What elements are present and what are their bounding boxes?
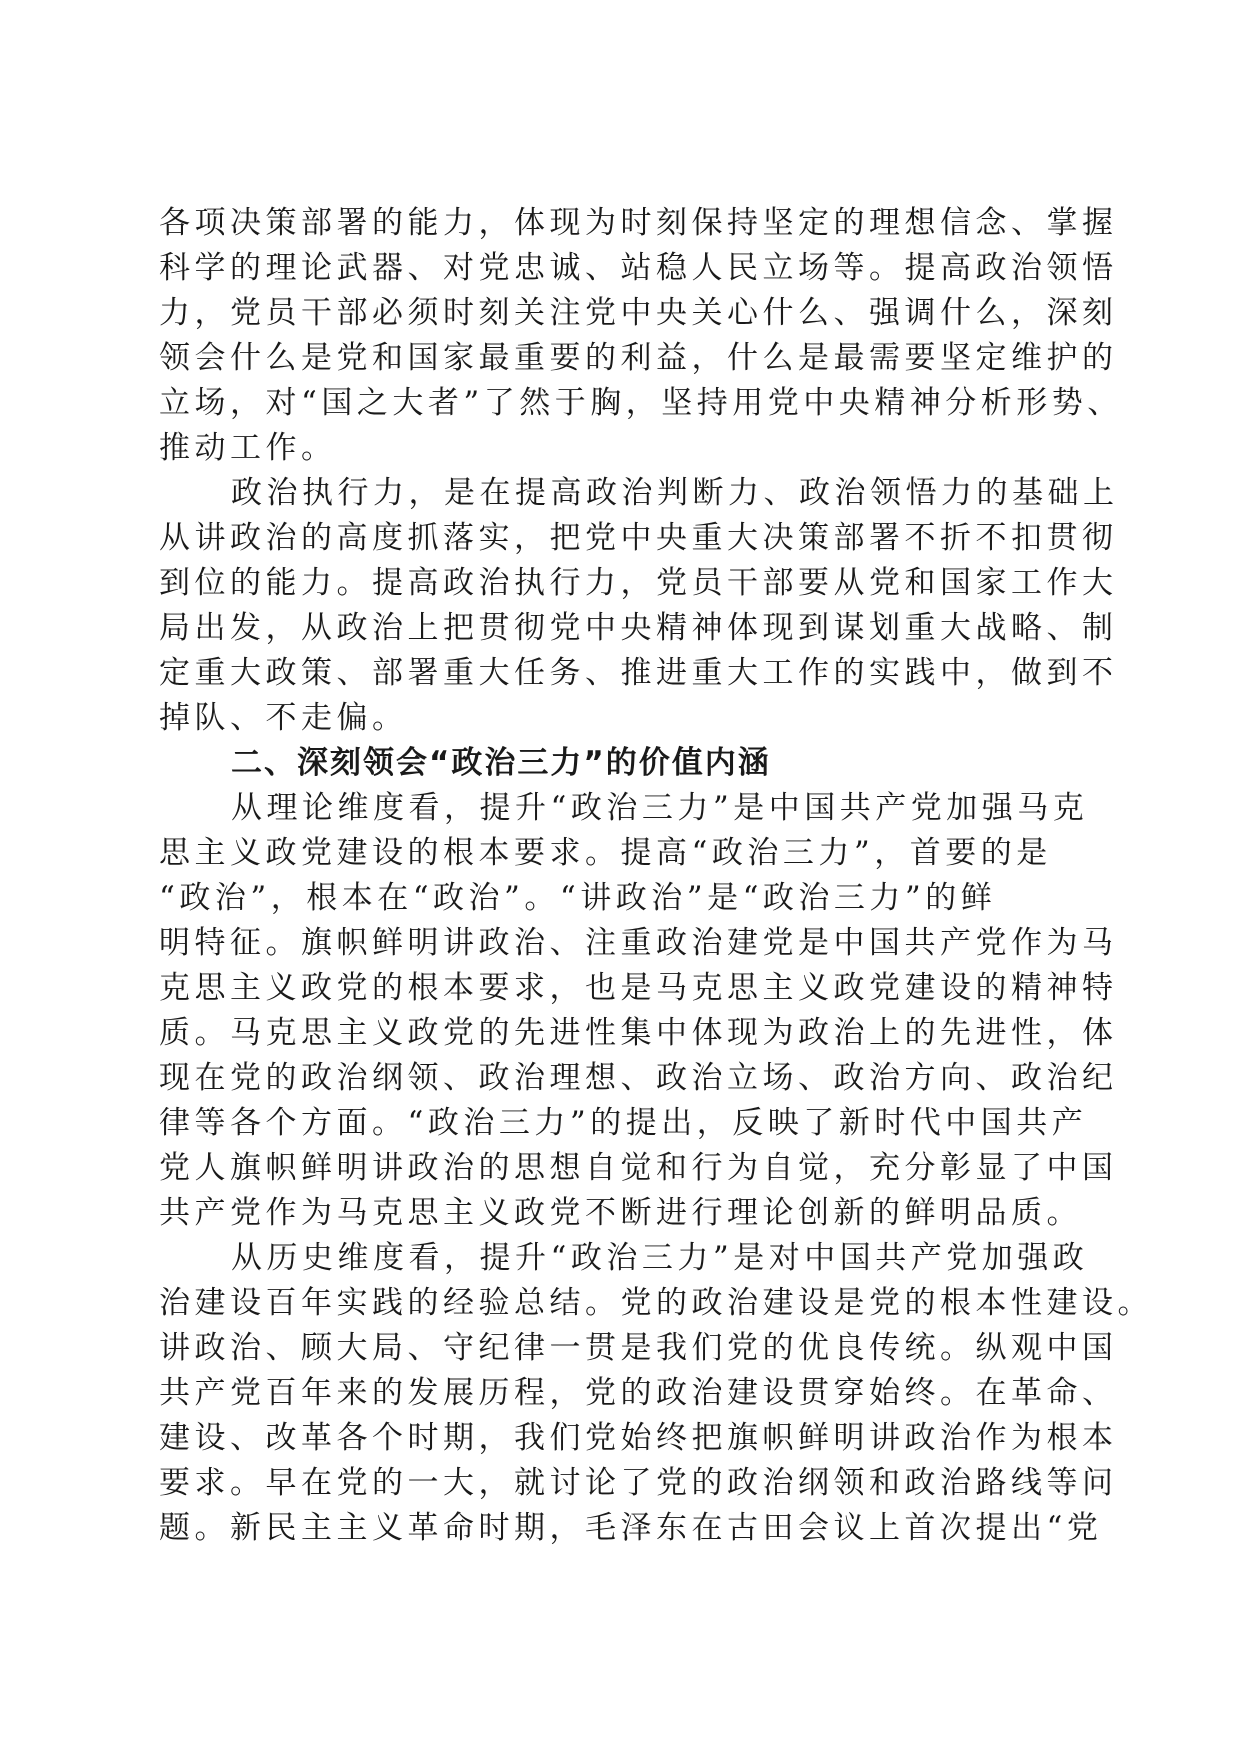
paragraph-start-line: 从历史维度看，提升“政治三力”是对中国共产党加强政 [231, 1240, 1089, 1276]
text-line: 各项决策部署的能力，体现为时刻保持坚定的理想信念、掌握 [159, 205, 1118, 241]
text-line: 质。马克思主义政党的先进性集中体现为政治上的先进性，体 [159, 1015, 1118, 1051]
text-line: 建设、改革各个时期，我们党始终把旗帜鲜明讲政治作为根本 [159, 1420, 1118, 1456]
text-line: 立场，对“国之大者”了然于胸，坚持用党中央精神分析形势、 [159, 385, 1123, 421]
text-line: 从讲政治的高度抓落实，把党中央重大决策部署不折不扣贯彻 [159, 520, 1118, 556]
paragraph-start-line: 政治执行力，是在提高政治判断力、政治领悟力的基础上 [231, 475, 1119, 511]
text-line: 共产党百年来的发展历程，党的政治建设贯穿始终。在革命、 [159, 1375, 1118, 1411]
text-line: 克思主义政党的根本要求，也是马克思主义政党建设的精神特 [159, 970, 1118, 1006]
text-line: 推动工作。 [159, 430, 337, 466]
text-line: “政治”，根本在“政治”。“讲政治”是“政治三力”的鲜 [159, 880, 997, 916]
text-line: 到位的能力。提高政治执行力，党员干部要从党和国家工作大 [159, 565, 1118, 601]
text-line: 定重大政策、部署重大任务、推进重大工作的实践中，做到不 [159, 655, 1118, 691]
text-line: 力，党员干部必须时刻关注党中央关心什么、强调什么，深刻 [159, 295, 1118, 331]
text-line: 思主义政党建设的根本要求。提高“政治三力”，首要的是 [159, 835, 1052, 871]
paragraph-start-line: 从理论维度看，提升“政治三力”是中国共产党加强马克 [231, 790, 1089, 826]
text-line: 党人旗帜鲜明讲政治的思想自觉和行为自觉，充分彰显了中国 [159, 1150, 1118, 1186]
text-line: 明特征。旗帜鲜明讲政治、注重政治建党是中国共产党作为马 [159, 925, 1118, 961]
text-line: 要求。早在党的一大，就讨论了党的政治纲领和政治路线等问 [159, 1465, 1118, 1501]
text-line: 局出发，从政治上把贯彻党中央精神体现到谋划重大战略、制 [159, 610, 1118, 646]
text-line: 领会什么是党和国家最重要的利益，什么是最需要坚定维护的 [159, 340, 1118, 376]
text-line: 掉队、不走偏。 [159, 700, 408, 736]
text-line: 律等各个方面。“政治三力”的提出，反映了新时代中国共产 [159, 1105, 1088, 1141]
text-line: 讲政治、顾大局、守纪律一贯是我们党的优良传统。纵观中国 [159, 1330, 1118, 1366]
text-line: 科学的理论武器、对党忠诚、站稳人民立场等。提高政治领悟 [159, 250, 1118, 286]
text-line: 共产党作为马克思主义政党不断进行理论创新的鲜明品质。 [159, 1195, 1082, 1231]
body-text [159, 201, 1153, 1551]
text-line: 治建设百年实践的经验总结。党的政治建设是党的根本性建设。 [159, 1285, 1153, 1321]
text-line: 题。新民主主义革命时期，毛泽东在古田会议上首次提出“党 [159, 1510, 1103, 1546]
text-line: 现在党的政治纲领、政治理想、政治立场、政治方向、政治纪 [159, 1060, 1118, 1096]
section-heading: 二、深刻领会“政治三力”的价值内涵 [231, 745, 771, 781]
